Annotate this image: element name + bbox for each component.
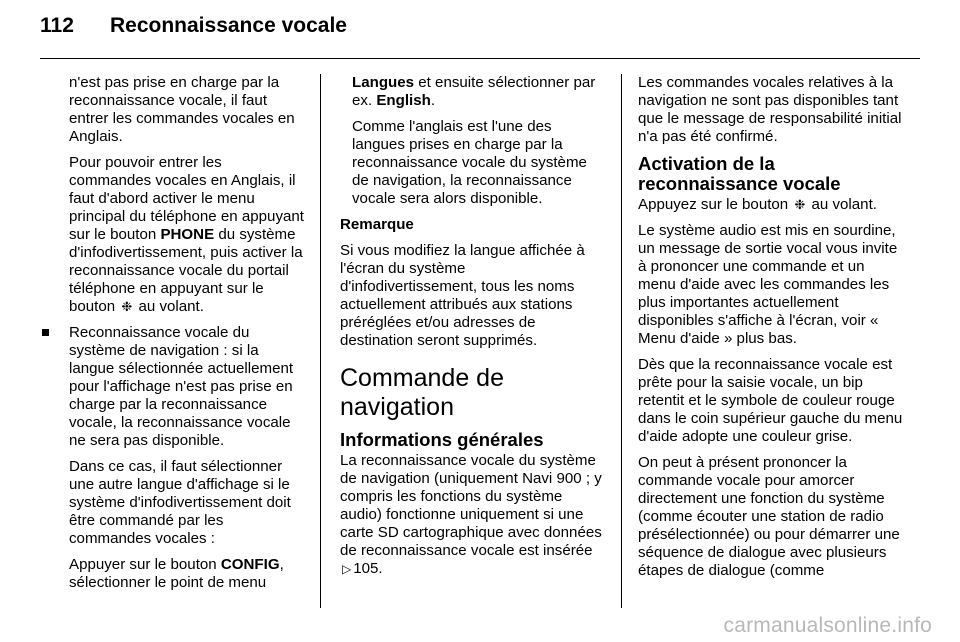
paragraph: Dès que la reconnaissance vocale est prête pour la saisie vocale, un bip retentit et le symbole de couleur rouge dans le coin supérieur gauche du menu d'aide adopte une couleur grise. [638, 356, 903, 445]
page-title: Reconnaissance vocale [110, 14, 347, 37]
text: . [430, 92, 436, 109]
voice-control-icon: ❉ [121, 299, 133, 314]
menu-item-label: Langues [352, 74, 415, 91]
bullet-item: Reconnaissance vocale du système de navigation : si la langue sélectionnée actuellement pour l'affichage n'est pas prise en charge par la reconnaissance vocale, la reconnaissance vocale ne sera pas disponible. [57, 324, 307, 450]
note-title: Remarque [340, 216, 414, 233]
paragraph [57, 556, 307, 592]
page-reference: 105. [353, 560, 383, 577]
text: Appuyer sur le bouton [69, 556, 221, 573]
subsection-title: Activation de la reconnaissance vocale [638, 153, 841, 194]
text: Appuyez sur le bouton [638, 196, 793, 213]
text: , sélectionner le point de menu [69, 556, 284, 591]
header-rule [40, 58, 920, 59]
paragraph [638, 196, 906, 214]
text: Pour pouvoir entrer les commandes vocales en Anglais, il faut d'abord activer le menu principal du téléphone en appuyant sur le bouton [69, 154, 304, 243]
paragraph: n'est pas prise en charge par la reconnaissance vocale, il faut entrer les commandes vocales en Anglais. [69, 74, 295, 145]
voice-control-icon: ❉ [794, 197, 806, 212]
text: au volant. [807, 196, 877, 213]
watermark: carmanualsonline.info [723, 614, 932, 637]
paragraph [57, 154, 307, 316]
paragraph: Les commandes vocales relatives à la navigation ne sont pas disponibles tant que le message de responsabilité initial n'a pas été confirmé. [638, 74, 902, 145]
column-1 [57, 74, 307, 600]
subsection-title: Informations générales [340, 429, 544, 450]
section-title: Commande de navigation [340, 364, 504, 421]
page-reference-icon: ▷ [342, 562, 352, 576]
page-header [40, 14, 347, 38]
menu-item-label: English [376, 92, 431, 109]
column-divider [320, 74, 321, 608]
paragraph: On peut à présent prononcer la commande vocale pour amorcer directement une fonction du système (comme écouter une station de radio présélectionnée) ou pour démarrer une séquence de dialogue avec plusieurs étapes de dialogue (comme [638, 454, 900, 579]
config-button-label: CONFIG [220, 556, 280, 573]
column-divider [621, 74, 622, 608]
paragraph: Le système audio est mis en sourdine, un message de sortie vocal vous invite à prononcer une commande et un menu d'aide avec les commandes les plus importantes actuellement disponibles s'affiche à l'écran, voir « Menu d'aide » plus bas. [638, 222, 898, 347]
paragraph [340, 74, 605, 110]
note-text: Si vous modifiez la langue affichée à l'écran du système d'infodivertissement, tous les noms actuellement attribués aux stations préréglées et/ou adresses de destination seront supprimés. [340, 242, 585, 349]
paragraph: Dans ce cas, il faut sélectionner une autre langue d'affichage si le système d'infodivertissement doit être commandé par les commandes vocales : [69, 458, 291, 547]
text: au volant. [134, 298, 204, 315]
column-3 [638, 74, 906, 588]
page-number: 112 [40, 14, 74, 37]
column-2 [340, 74, 605, 586]
phone-button-label: PHONE [160, 226, 215, 243]
paragraph: Comme l'anglais est l'une des langues prises en charge par la reconnaissance vocale du système de navigation, la reconnaissance vocale sera alors disponible. [352, 118, 587, 207]
text: du système d'infodivertissement, puis activer la reconnaissance vocale du portail téléphone en appuyant sur le bouton [69, 226, 303, 315]
text: et ensuite sélectionner par ex. [352, 74, 596, 109]
text: La reconnaissance vocale du système de navigation (uniquement Navi 900 ; y compris les fonctions du système audio) fonctionne uniquement si une carte SD cartographique avec données de reconnaissance vocale est insérée [340, 452, 602, 559]
paragraph [340, 452, 605, 578]
